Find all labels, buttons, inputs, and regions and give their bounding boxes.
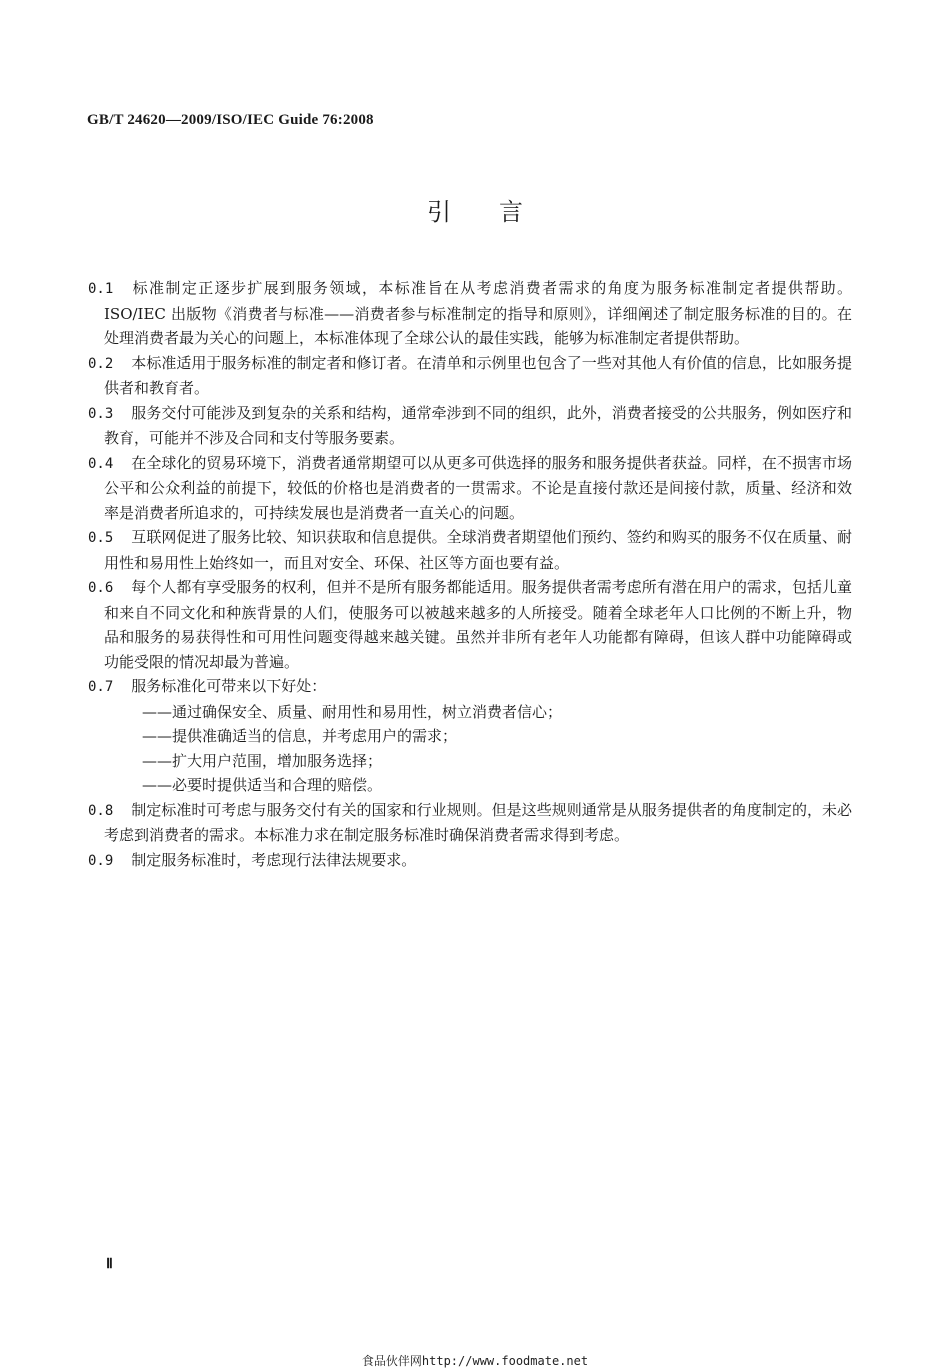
- section-number: 0.8: [88, 802, 114, 819]
- list-item: ——提供准确适当的信息，并考虑用户的需求；: [142, 727, 458, 745]
- section-number: 0.1: [88, 281, 114, 297]
- section-text: 制定服务标准时，考虑现行法律法规要求。: [131, 850, 417, 869]
- section-0-7: [88, 674, 852, 700]
- section-text: 在全球化的贸易环境下，消费者通常期望可以从更多可供选择的服务和服务提供者获益。同样，在不损害市场公平和公众利益的前提下，较低的价格也是消费者的一贯需求。不论是直接付款还是间接付款，质量、经济和效率是消费者所追求的，可持续发展也是消费者一直关心的问题。: [104, 453, 852, 522]
- section-0-8: [88, 798, 852, 848]
- section-text: 互联网促进了服务比较、知识获取和信息提供。全球消费者期望他们预约、签约和购买的服务不仅在质量、耐用性和易用性上始终如一，而且对安全、环保、社区等方面也要有益。: [104, 528, 852, 572]
- section-0-2: [88, 351, 852, 401]
- list-item: ——通过确保安全、质量、耐用性和易用性，树立消费者信心；: [142, 702, 563, 721]
- section-number: 0.7: [88, 679, 114, 695]
- footer-watermark: 食品伙伴网http://www.foodmate.net: [361, 1354, 589, 1368]
- list-item: ——扩大用户范围，增加服务选择；: [142, 751, 383, 770]
- section-number: 0.2: [88, 355, 114, 372]
- body-text: [88, 276, 852, 873]
- section-text: 每个人都有享受服务的权利，但并不是所有服务都能适用。服务提供者需考虑所有潜在用户的需求，包括儿童和来自不同文化和种族背景的人们，使服务可以被越来越多的人所接受。随着全球老年人口比例的不断上升，物品和服务的易获得性和可用性问题变得越来越关键。虽然并非所有老年人功能都有障碍，但该人群中功能障碍或功能受限的情况却最为普遍。: [104, 578, 852, 671]
- page-title: 引言: [427, 198, 571, 226]
- section-text: 服务标准化可带来以下好处：: [131, 677, 327, 695]
- section-number: 0.4: [88, 455, 114, 472]
- page-number: Ⅱ: [106, 1257, 113, 1272]
- section-text: 本标准适用于服务标准的制定者和修订者。在清单和示例里也包含了一些对其他人有价值的信息，比如服务提供者和教育者。: [104, 353, 852, 397]
- section-text: 制定标准时可考虑与服务交付有关的国家和行业规则。但是这些规则通常是从服务提供者的角度制定的，未必考虑到消费者的需求。本标准力求在制定服务标准时确保消费者需求得到考虑。: [104, 800, 852, 844]
- section-0-3: [88, 401, 852, 451]
- section-0-1: [88, 276, 852, 351]
- section-text: 服务交付可能涉及到复杂的关系和结构，通常牵涉到不同的组织，此外，消费者接受的公共服务，例如医疗和教育，可能并不涉及合同和支付等服务要素。: [104, 403, 852, 447]
- section-0-5: [88, 525, 852, 575]
- section-number: 0.6: [88, 580, 114, 596]
- list-item: ——必要时提供适当和合理的赔偿。: [142, 776, 383, 794]
- section-0-6: [88, 575, 852, 674]
- section-text: 标准制定正逐步扩展到服务领域，本标准旨在从考虑消费者需求的角度为服务标准制定者提供帮助。ISO/IEC 出版物《消费者与标准——消费者参与标准制定的指导和原则》，详细阐述了制定服务标准的目的。在处理消费者最为关心的问题上，本标准体现了全球公认的最佳实践，能够为标准制定者提供帮助。: [104, 279, 852, 347]
- section-number: 0.9: [88, 852, 114, 869]
- section-0-4: [88, 451, 852, 526]
- document-header: GB/T 24620—2009/ISO/IEC Guide 76:2008: [87, 112, 374, 128]
- section-0-9: [88, 848, 852, 874]
- section-number: 0.3: [88, 405, 114, 422]
- section-number: 0.5: [88, 530, 114, 546]
